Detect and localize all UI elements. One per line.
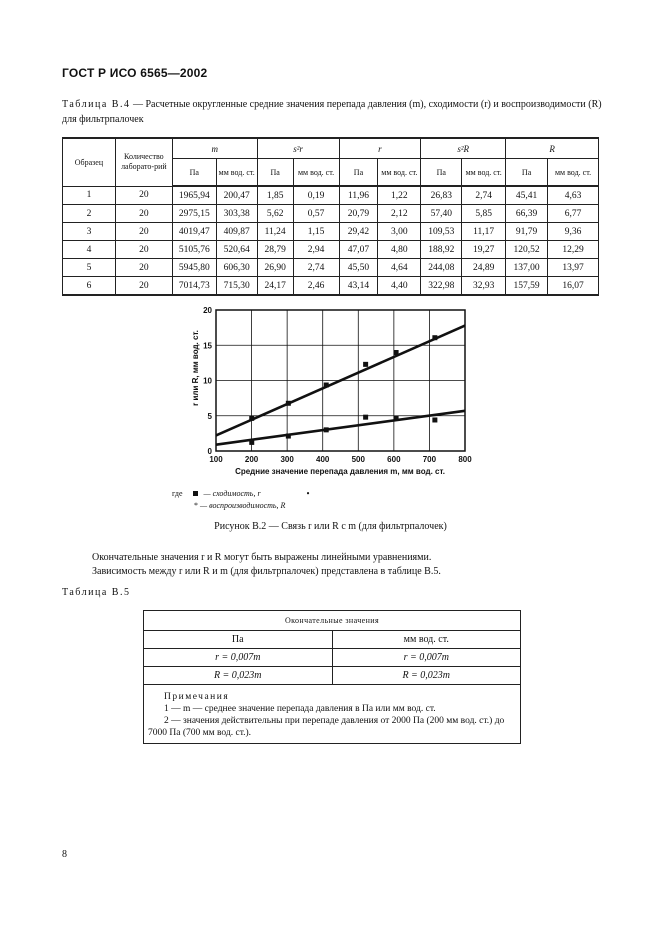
col-header-sr: s²r	[257, 138, 339, 159]
chart-x-tick-label: 400	[316, 455, 330, 464]
cell-r-pa: 29,42	[339, 223, 378, 241]
cell-r-mm: 4,40	[378, 277, 421, 296]
table-b4-label: Таблица В.4	[62, 99, 131, 110]
table-b5-col-mm: мм вод. ст.	[332, 631, 521, 649]
chart-y-tick-label: 15	[203, 341, 212, 351]
col-header-r: r	[339, 138, 421, 159]
note-2: 2 — значения действительны при перепаде давления от 2000 Па (200 мм вод. ст.) до 7000 Па (700 мм вод. ст.).	[148, 716, 505, 738]
cell-r-pa: 20,79	[339, 205, 378, 223]
cell-sR-pa: 322,98	[421, 277, 462, 296]
cell-m-pa: 2975,15	[172, 205, 216, 223]
col-header-labs: Количество лаборато-рий	[115, 138, 172, 186]
chart-y-label: r или R, мм вод. ст.	[191, 330, 200, 406]
chart-point-r	[286, 434, 291, 439]
cell-sR-mm: 11,17	[462, 223, 506, 241]
chart-y-tick-label: 5	[207, 411, 212, 421]
cell-sr-mm: 2,46	[293, 277, 339, 296]
cell-labs: 20	[115, 259, 172, 277]
table-row	[63, 241, 599, 259]
legend-dot-icon: •	[306, 489, 310, 498]
cell-m-pa: 5105,76	[172, 241, 216, 259]
cell-sample: 3	[63, 223, 116, 241]
table-b5-title: Окончательные значения	[144, 611, 521, 631]
cell-r-mm: 3,00	[378, 223, 421, 241]
table-b5-col-pa: Па	[144, 631, 333, 649]
table-row	[63, 205, 599, 223]
table-b4-caption	[62, 97, 602, 127]
chart-y-tick-label: 0	[207, 447, 212, 456]
cell-sr-mm: 1,15	[293, 223, 339, 241]
table-b5	[143, 610, 521, 744]
cell-sR-pa: 26,83	[421, 186, 462, 205]
cell-sample: 6	[63, 277, 116, 296]
chart-y-tick-label: 10	[203, 376, 212, 386]
cell-sr-mm: 2,94	[293, 241, 339, 259]
chart-y-tick-label: 20	[203, 306, 212, 315]
cell-sr-pa: 5,62	[257, 205, 293, 223]
unit-pa: Па	[172, 159, 216, 187]
chart-point-r	[432, 417, 437, 422]
cell-labs: 20	[115, 277, 172, 296]
table-row	[63, 259, 599, 277]
unit-pa: Па	[257, 159, 293, 187]
table-row	[63, 277, 599, 296]
cell-sR-mm: 32,93	[462, 277, 506, 296]
unit-mm: мм вод. ст.	[378, 159, 421, 187]
cell-labs: 20	[115, 186, 172, 205]
table-row	[63, 223, 599, 241]
table-b4	[62, 137, 599, 296]
cell-m-pa: 5945,80	[172, 259, 216, 277]
cell-R-pa: 91,79	[506, 223, 548, 241]
chart-x-tick-label: 300	[280, 455, 294, 464]
cell-r-pa: 11,96	[339, 186, 378, 205]
legend-square-icon	[193, 491, 198, 496]
document-header: ГОСТ Р ИСО 6565—2002	[62, 66, 208, 80]
chart-r-R-vs-m	[168, 298, 478, 476]
chart-point-r	[394, 416, 399, 421]
figure-caption: Рисунок В.2 — Связь r или R с m (для фильтрпалочек)	[214, 521, 447, 532]
cell-r-mm: 2,12	[378, 205, 421, 223]
cell-labs: 20	[115, 205, 172, 223]
cell-R-mm: 6,77	[548, 205, 599, 223]
chart-point-R	[432, 335, 437, 340]
cell-sr-pa: 26,90	[257, 259, 293, 277]
cell-sample: 4	[63, 241, 116, 259]
chart-point-r	[363, 415, 368, 420]
table-b5-notes	[144, 685, 521, 744]
cell-m-mm: 409,87	[216, 223, 257, 241]
unit-mm: мм вод. ст.	[216, 159, 257, 187]
col-header-R: R	[506, 138, 599, 159]
cell-sr-mm: 0,19	[293, 186, 339, 205]
cell-R-pa: 120,52	[506, 241, 548, 259]
paragraph-line-2: Зависимость между r или R и m (для фильтрпалочек) представлена в таблице В.5.	[92, 566, 441, 577]
cell-m-mm: 303,38	[216, 205, 257, 223]
note-1: 1 — m — среднее значение перепада давления в Па или мм вод. ст.	[164, 704, 436, 714]
table-b5-R-pa: R = 0,023m	[144, 667, 333, 685]
cell-r-mm: 4,64	[378, 259, 421, 277]
col-header-m: m	[172, 138, 257, 159]
col-header-sR: s²R	[421, 138, 506, 159]
cell-labs: 20	[115, 223, 172, 241]
cell-sr-pa: 28,79	[257, 241, 293, 259]
unit-mm: мм вод. ст.	[293, 159, 339, 187]
cell-sample: 2	[63, 205, 116, 223]
cell-sr-pa: 24,17	[257, 277, 293, 296]
cell-R-pa: 157,59	[506, 277, 548, 296]
chart-point-R	[363, 362, 368, 367]
cell-labs: 20	[115, 241, 172, 259]
col-header-sample: Образец	[63, 138, 116, 186]
cell-m-mm: 715,30	[216, 277, 257, 296]
chart-point-R	[394, 350, 399, 355]
unit-pa: Па	[339, 159, 378, 187]
cell-sr-mm: 2,74	[293, 259, 339, 277]
cell-sr-pa: 11,24	[257, 223, 293, 241]
cell-m-pa: 4019,47	[172, 223, 216, 241]
chart-point-r	[324, 427, 329, 432]
chart-x-tick-label: 200	[244, 455, 259, 464]
cell-R-mm: 4,63	[548, 186, 599, 205]
cell-sR-mm: 19,27	[462, 241, 506, 259]
chart-x-tick-label: 800	[458, 455, 472, 464]
chart-point-r	[249, 440, 254, 445]
cell-sample: 5	[63, 259, 116, 277]
unit-mm: мм вод. ст.	[548, 159, 599, 187]
legend-R: — воспроизводимость, R	[200, 501, 286, 510]
legend-where: где	[172, 489, 183, 498]
cell-r-mm: 4,80	[378, 241, 421, 259]
cell-m-pa: 7014,73	[172, 277, 216, 296]
notes-title: Примечания	[164, 692, 230, 702]
cell-R-pa: 137,00	[506, 259, 548, 277]
table-b5-R-mm: R = 0,023m	[332, 667, 521, 685]
cell-sample: 1	[63, 186, 116, 205]
cell-R-mm: 9,36	[548, 223, 599, 241]
cell-r-pa: 47,07	[339, 241, 378, 259]
cell-sR-pa: 188,92	[421, 241, 462, 259]
chart-x-tick-label: 100	[209, 455, 223, 464]
page-number: 8	[62, 849, 67, 860]
cell-m-pa: 1965,94	[172, 186, 216, 205]
cell-m-mm: 520,64	[216, 241, 257, 259]
table-b5-r-mm: r = 0,007m	[332, 649, 521, 667]
chart-point-R	[249, 416, 254, 421]
legend-asterisk-icon: *	[194, 501, 198, 510]
cell-sr-mm: 0,57	[293, 205, 339, 223]
chart-x-label: Средние значение перепада давления m, мм вод. ст.	[235, 467, 445, 476]
cell-r-pa: 45,50	[339, 259, 378, 277]
cell-R-mm: 16,07	[548, 277, 599, 296]
chart-point-R	[324, 383, 329, 388]
cell-sR-pa: 244,08	[421, 259, 462, 277]
cell-m-mm: 606,30	[216, 259, 257, 277]
cell-r-mm: 1,22	[378, 186, 421, 205]
paragraph-line-1: Окончательные значения r и R могут быть выражены линейными уравнениями.	[92, 552, 432, 563]
cell-m-mm: 200,47	[216, 186, 257, 205]
table-row	[63, 186, 599, 205]
unit-pa: Па	[506, 159, 548, 187]
paragraph	[92, 551, 612, 579]
cell-sR-pa: 57,40	[421, 205, 462, 223]
cell-sR-mm: 5,85	[462, 205, 506, 223]
figure-legend	[172, 488, 309, 512]
chart-x-tick-label: 600	[387, 455, 401, 464]
cell-sR-mm: 2,74	[462, 186, 506, 205]
cell-R-pa: 45,41	[506, 186, 548, 205]
legend-r: — сходимость, r	[203, 489, 261, 498]
cell-R-mm: 13,97	[548, 259, 599, 277]
cell-R-pa: 66,39	[506, 205, 548, 223]
cell-sR-mm: 24,89	[462, 259, 506, 277]
table-b4-caption-text: — Расчетные округленные средние значения перепада давления (m), сходимости (r) и воспроизводимости (R) для фильтрпалочек	[62, 99, 602, 125]
table-b5-r-pa: r = 0,007m	[144, 649, 333, 667]
chart-x-tick-label: 500	[351, 455, 365, 464]
unit-pa: Па	[421, 159, 462, 187]
cell-r-pa: 43,14	[339, 277, 378, 296]
cell-sR-pa: 109,53	[421, 223, 462, 241]
unit-mm: мм вод. ст.	[462, 159, 506, 187]
chart-point-R	[286, 401, 291, 406]
cell-R-mm: 12,29	[548, 241, 599, 259]
chart-x-tick-label: 700	[422, 455, 437, 464]
cell-sr-pa: 1,85	[257, 186, 293, 205]
table-b5-label: Таблица В.5	[62, 587, 131, 598]
